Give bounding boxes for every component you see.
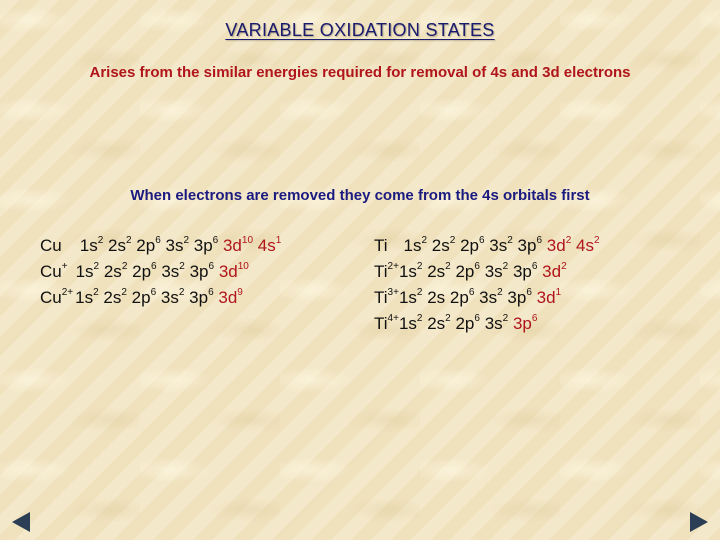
config-row-cu-2plus	[40, 285, 281, 311]
config-row-ti-4plus	[374, 311, 600, 337]
config-highlight: $3d^2$ $4s^2$	[546, 235, 600, 255]
config-row-ti-3plus	[374, 285, 600, 311]
config-highlight: $3d^{10}$ $4s^1$	[222, 235, 282, 255]
titanium-configurations	[374, 233, 600, 337]
ion-label: $Ti^{4+}$	[374, 313, 399, 333]
config-text: $1s^2$ $2s^2$ $2p^6$ $3s^2$ $3p^6$	[79, 235, 219, 255]
ion-label: Cu	[40, 236, 62, 255]
slide-title: VARIABLE OXIDATION STATES	[225, 20, 495, 40]
ion-label: Ti	[374, 236, 388, 255]
config-row-ti	[374, 233, 600, 259]
config-text: $1s^2$ 2s $2p^6$ $3s^2$ $3p^6$	[398, 287, 532, 307]
copper-configurations	[40, 233, 281, 311]
config-row-cu-plus	[40, 259, 281, 285]
config-highlight: $3d^{10}$	[218, 261, 249, 281]
next-slide-icon[interactable]	[690, 512, 708, 532]
config-row-cu	[40, 233, 281, 259]
config-highlight: $3d^1$	[536, 287, 562, 307]
ion-label: $Ti^{2+}$	[374, 261, 399, 281]
config-highlight: $3d^9$	[218, 287, 243, 307]
removal-note: When electrons are removed they come from the 4s orbitals first	[130, 187, 590, 204]
slide-subtitle: Arises from the similar energies required for removal of 4s and 3d electrons	[89, 64, 631, 81]
config-highlight: $3p^6$	[512, 313, 538, 333]
previous-slide-icon[interactable]	[12, 512, 30, 532]
config-row-ti-2plus	[374, 259, 600, 285]
ion-label: Cu+	[40, 261, 68, 281]
config-text: $1s^2$ $2s^2$ $2p^6$ $3s^2$	[398, 313, 509, 333]
config-text: $1s^2$ $2s^2$ $2p^6$ $3s^2$ $3p^6$	[398, 261, 538, 281]
config-text: $1s^2$ $2s^2$ $2p^6$ $3s^2$ $3p^6$	[75, 261, 215, 281]
config-highlight: $3d^2$	[542, 261, 567, 281]
ion-label: $Cu^{2+}$	[40, 287, 74, 307]
config-text: $1s^2$ $2s^2$ $2p^6$ $3s^2$ $3p^6$	[75, 287, 214, 307]
ion-label: $Ti^{3+}$	[374, 287, 399, 307]
config-text: $1s^2$ $2s^2$ $2p^6$ $3s^2$ $3p^6$	[403, 235, 543, 255]
